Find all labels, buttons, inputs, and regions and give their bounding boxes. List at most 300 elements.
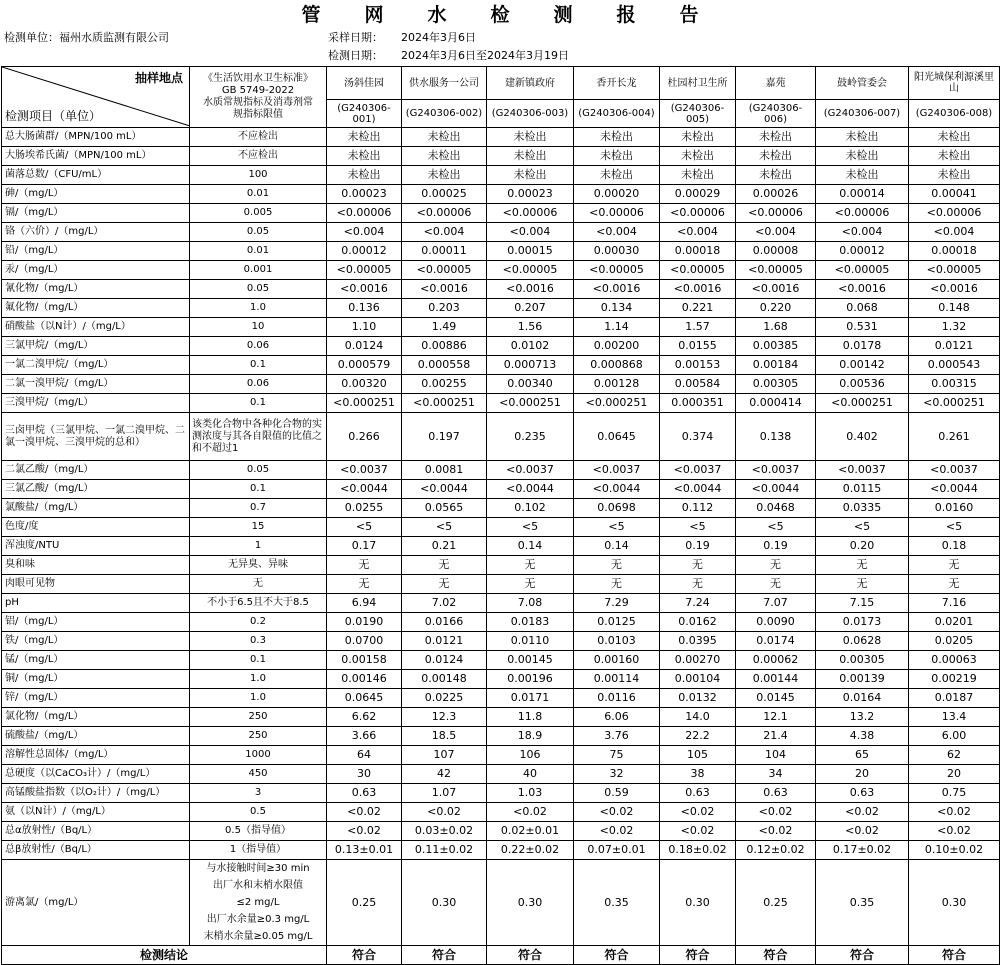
result-value: 0.63 bbox=[816, 784, 909, 803]
result-value: 0.00011 bbox=[402, 242, 487, 261]
site-code: (G240306-003) bbox=[487, 100, 574, 128]
result-value: 无 bbox=[736, 556, 816, 575]
standard-limit: 0.1 bbox=[190, 394, 327, 413]
table-row bbox=[2, 318, 1000, 337]
result-value: 0.00012 bbox=[327, 242, 402, 261]
item-name: 三卤甲烷（三氯甲烷、一氯二溴甲烷、二氯一溴甲烷、三溴甲烷的总和） bbox=[2, 413, 190, 461]
result-value: <0.0037 bbox=[487, 461, 574, 480]
item-name: 二氯一溴甲烷/（mg/L） bbox=[2, 375, 190, 394]
result-value: <0.02 bbox=[660, 803, 736, 822]
result-value: <0.0016 bbox=[487, 280, 574, 299]
standard-limit: 10 bbox=[190, 318, 327, 337]
standard-limit: 0.05 bbox=[190, 280, 327, 299]
item-name: 总α放射性/（Bq/L） bbox=[2, 822, 190, 841]
result-value: 0.134 bbox=[574, 299, 660, 318]
result-value: 0.30 bbox=[402, 860, 487, 946]
result-value: 0.0225 bbox=[402, 689, 487, 708]
result-value: 0.00062 bbox=[736, 651, 816, 670]
result-value: <0.000251 bbox=[487, 394, 574, 413]
result-value: 0.00144 bbox=[736, 670, 816, 689]
result-value: <0.0016 bbox=[327, 280, 402, 299]
table-row bbox=[2, 518, 1000, 537]
result-value: 0.0090 bbox=[736, 613, 816, 632]
result-value: 7.08 bbox=[487, 594, 574, 613]
item-name: 总β放射性/（Bq/L） bbox=[2, 841, 190, 860]
result-value: 0.00041 bbox=[909, 185, 1000, 204]
standard-line: 与水接触时间≥30 min bbox=[206, 863, 310, 874]
result-value: 0.0187 bbox=[909, 689, 1000, 708]
result-value: 0.0190 bbox=[327, 613, 402, 632]
result-value: 7.15 bbox=[816, 594, 909, 613]
item-name: 砷/（mg/L） bbox=[2, 185, 190, 204]
result-value: 1.57 bbox=[660, 318, 736, 337]
standard-limit: 0.01 bbox=[190, 185, 327, 204]
result-value: <0.0037 bbox=[327, 461, 402, 480]
site-code: (G240306-006) bbox=[736, 100, 816, 128]
result-value: <0.00005 bbox=[660, 261, 736, 280]
table-row bbox=[2, 575, 1000, 594]
result-value: 0.0124 bbox=[327, 337, 402, 356]
result-value: 38 bbox=[660, 765, 736, 784]
result-value: 未检出 bbox=[487, 147, 574, 166]
result-value: 0.00014 bbox=[816, 185, 909, 204]
standard-limit: 无异臭、异味 bbox=[190, 556, 327, 575]
table-row bbox=[2, 765, 1000, 784]
result-value: 0.25 bbox=[327, 860, 402, 946]
site-code: (G240306-007) bbox=[816, 100, 909, 128]
item-name: 一氯二溴甲烷/（mg/L） bbox=[2, 356, 190, 375]
result-value: <0.02 bbox=[327, 822, 402, 841]
result-value: <0.000251 bbox=[816, 394, 909, 413]
result-value: 0.00008 bbox=[736, 242, 816, 261]
result-value: 0.0102 bbox=[487, 337, 574, 356]
standard-limit: 0.1 bbox=[190, 356, 327, 375]
result-value: 未检出 bbox=[574, 147, 660, 166]
result-value: 21.4 bbox=[736, 727, 816, 746]
result-value: 无 bbox=[402, 575, 487, 594]
result-value: 0.000713 bbox=[487, 356, 574, 375]
result-value: 11.8 bbox=[487, 708, 574, 727]
result-value: <0.02 bbox=[660, 822, 736, 841]
result-value: <0.004 bbox=[736, 223, 816, 242]
table-row bbox=[2, 461, 1000, 480]
result-value: 0.13±0.01 bbox=[327, 841, 402, 860]
result-value: 未检出 bbox=[402, 166, 487, 185]
result-value: 0.0125 bbox=[574, 613, 660, 632]
result-value: 未检出 bbox=[327, 147, 402, 166]
result-value: 0.00030 bbox=[574, 242, 660, 261]
result-value: <5 bbox=[736, 518, 816, 537]
result-value: 0.0255 bbox=[327, 499, 402, 518]
result-value: 无 bbox=[816, 556, 909, 575]
result-value: 0.235 bbox=[487, 413, 574, 461]
result-value: 无 bbox=[487, 575, 574, 594]
result-value: 0.0103 bbox=[574, 632, 660, 651]
table-row bbox=[2, 499, 1000, 518]
conclusion-row bbox=[2, 946, 1000, 965]
result-value: 42 bbox=[402, 765, 487, 784]
table-row-free-chlorine bbox=[2, 860, 1000, 946]
result-value: 3.66 bbox=[327, 727, 402, 746]
result-value: <0.000251 bbox=[402, 394, 487, 413]
result-value: <0.00006 bbox=[402, 204, 487, 223]
result-value: <5 bbox=[487, 518, 574, 537]
result-value: 未检出 bbox=[402, 147, 487, 166]
result-value: 无 bbox=[736, 575, 816, 594]
result-value: 未检出 bbox=[660, 128, 736, 147]
site-name: 香开长龙 bbox=[574, 67, 660, 100]
result-value: 0.0468 bbox=[736, 499, 816, 518]
result-value: 0.00026 bbox=[736, 185, 816, 204]
result-value: <0.0016 bbox=[574, 280, 660, 299]
result-value: 未检出 bbox=[816, 166, 909, 185]
item-name: 锰/（mg/L） bbox=[2, 651, 190, 670]
standard-line: 末梢水余量≥0.05 mg/L bbox=[203, 931, 313, 942]
site-code: (G240306-005) bbox=[660, 100, 736, 128]
item-name: 铝/（mg/L） bbox=[2, 613, 190, 632]
result-value: 6.00 bbox=[909, 727, 1000, 746]
result-value: 无 bbox=[816, 575, 909, 594]
result-value: 0.0164 bbox=[816, 689, 909, 708]
table-row bbox=[2, 242, 1000, 261]
result-value: 0.112 bbox=[660, 499, 736, 518]
table-row bbox=[2, 185, 1000, 204]
result-value: 0.00063 bbox=[909, 651, 1000, 670]
result-value: 未检出 bbox=[909, 147, 1000, 166]
item-name: 镉/（mg/L） bbox=[2, 204, 190, 223]
result-value: 7.29 bbox=[574, 594, 660, 613]
table-row bbox=[2, 594, 1000, 613]
report-title: 管网水检测报告 bbox=[301, 4, 743, 26]
result-value: 7.24 bbox=[660, 594, 736, 613]
result-value: 未检出 bbox=[660, 147, 736, 166]
result-value: 未检出 bbox=[816, 128, 909, 147]
standard-limit bbox=[190, 860, 327, 946]
result-value: <0.004 bbox=[327, 223, 402, 242]
result-value: 0.000543 bbox=[909, 356, 1000, 375]
header-row-sites bbox=[2, 67, 1000, 100]
result-value: 0.138 bbox=[736, 413, 816, 461]
result-value: <0.02 bbox=[736, 822, 816, 841]
result-value: 0.00146 bbox=[327, 670, 402, 689]
standard-limit: 0.01 bbox=[190, 242, 327, 261]
result-value: 无 bbox=[402, 556, 487, 575]
result-value: 0.00340 bbox=[487, 375, 574, 394]
result-value: 0.00270 bbox=[660, 651, 736, 670]
table-row bbox=[2, 537, 1000, 556]
result-value: 1.07 bbox=[402, 784, 487, 803]
result-value: 0.00886 bbox=[402, 337, 487, 356]
result-value: 无 bbox=[327, 556, 402, 575]
result-value: 20 bbox=[909, 765, 1000, 784]
item-name: 氯化物/（mg/L） bbox=[2, 708, 190, 727]
result-value: 0.0124 bbox=[402, 651, 487, 670]
result-value: 30 bbox=[327, 765, 402, 784]
standard-limit: 1000 bbox=[190, 746, 327, 765]
table-row bbox=[2, 223, 1000, 242]
result-value: 0.35 bbox=[816, 860, 909, 946]
site-code: (G240306-002) bbox=[402, 100, 487, 128]
standard-line: GB 5749-2022 bbox=[221, 85, 295, 96]
result-value: 0.10±0.02 bbox=[909, 841, 1000, 860]
result-value: 0.00536 bbox=[816, 375, 909, 394]
result-value: 1.10 bbox=[327, 318, 402, 337]
result-value: 34 bbox=[736, 765, 816, 784]
result-value: <0.0044 bbox=[487, 480, 574, 499]
standard-line: 出厂水余量≥0.3 mg/L bbox=[206, 914, 310, 925]
site-code: (G240306-008) bbox=[909, 100, 1000, 128]
result-value: 0.0335 bbox=[816, 499, 909, 518]
result-value: <0.0016 bbox=[660, 280, 736, 299]
standard-limit: 0.06 bbox=[190, 375, 327, 394]
standard-limit: 0.05 bbox=[190, 461, 327, 480]
result-value: 1.14 bbox=[574, 318, 660, 337]
result-value: 无 bbox=[909, 556, 1000, 575]
result-value: <0.000251 bbox=[909, 394, 1000, 413]
testing-unit bbox=[4, 29, 169, 47]
result-value: 0.068 bbox=[816, 299, 909, 318]
standard-limit: 不应检出 bbox=[190, 128, 327, 147]
result-value: 0.17 bbox=[327, 537, 402, 556]
result-value: <0.02 bbox=[816, 803, 909, 822]
result-value: 0.00200 bbox=[574, 337, 660, 356]
item-unit-label: 检测项目（单位） bbox=[5, 109, 102, 123]
result-value: 0.17±0.02 bbox=[816, 841, 909, 860]
result-value: 13.2 bbox=[816, 708, 909, 727]
result-value: <0.000251 bbox=[327, 394, 402, 413]
standard-limit: 250 bbox=[190, 727, 327, 746]
report-table bbox=[1, 66, 1000, 965]
result-value: 0.00018 bbox=[660, 242, 736, 261]
result-value: <0.02 bbox=[574, 822, 660, 841]
result-value: 0.197 bbox=[402, 413, 487, 461]
standard-line: ≤2 mg/L bbox=[236, 897, 280, 908]
result-value: <0.00005 bbox=[574, 261, 660, 280]
result-value: 0.0645 bbox=[574, 413, 660, 461]
standard-limit: 0.3 bbox=[190, 632, 327, 651]
result-value: <0.02 bbox=[736, 803, 816, 822]
result-value: 105 bbox=[660, 746, 736, 765]
result-value: <0.0037 bbox=[660, 461, 736, 480]
result-value: 14.0 bbox=[660, 708, 736, 727]
standard-limit: 无 bbox=[190, 575, 327, 594]
result-value: 40 bbox=[487, 765, 574, 784]
result-value: <0.00006 bbox=[909, 204, 1000, 223]
result-value: 7.07 bbox=[736, 594, 816, 613]
result-value: 1.56 bbox=[487, 318, 574, 337]
result-value: 0.63 bbox=[327, 784, 402, 803]
result-value: <0.02 bbox=[909, 803, 1000, 822]
result-value: 0.0395 bbox=[660, 632, 736, 651]
result-value: 0.00145 bbox=[487, 651, 574, 670]
standard-line: 水质常规指标及消毒剂常 bbox=[203, 97, 313, 108]
result-value: 0.75 bbox=[909, 784, 1000, 803]
result-value: 0.07±0.01 bbox=[574, 841, 660, 860]
site-code: (G240306-001) bbox=[327, 100, 402, 128]
result-value: <0.02 bbox=[402, 803, 487, 822]
table-row bbox=[2, 147, 1000, 166]
item-name: 菌落总数/（CFU/mL） bbox=[2, 166, 190, 185]
result-value: 0.207 bbox=[487, 299, 574, 318]
result-value: 0.18±0.02 bbox=[660, 841, 736, 860]
result-value: 0.00160 bbox=[574, 651, 660, 670]
result-value: 0.0132 bbox=[660, 689, 736, 708]
result-value: 0.0110 bbox=[487, 632, 574, 651]
item-name: 铁/（mg/L） bbox=[2, 632, 190, 651]
item-name: pH bbox=[2, 594, 190, 613]
result-value: 0.220 bbox=[736, 299, 816, 318]
item-name: 二氯乙酸/（mg/L） bbox=[2, 461, 190, 480]
result-value: 未检出 bbox=[660, 166, 736, 185]
result-value: 0.00142 bbox=[816, 356, 909, 375]
standard-line: 规指标限值 bbox=[233, 109, 283, 120]
result-value: 0.0155 bbox=[660, 337, 736, 356]
result-value: <0.00006 bbox=[816, 204, 909, 223]
result-value: 0.21 bbox=[402, 537, 487, 556]
item-name: 硫酸盐/（mg/L） bbox=[2, 727, 190, 746]
table-row bbox=[2, 204, 1000, 223]
result-value: 0.00584 bbox=[660, 375, 736, 394]
result-value: <0.004 bbox=[816, 223, 909, 242]
result-value: 0.0081 bbox=[402, 461, 487, 480]
result-value: <0.02 bbox=[487, 803, 574, 822]
result-value: <0.00006 bbox=[736, 204, 816, 223]
result-value: 未检出 bbox=[327, 128, 402, 147]
result-value: 0.000579 bbox=[327, 356, 402, 375]
result-value: 未检出 bbox=[909, 128, 1000, 147]
conclusion-value: 符合 bbox=[736, 946, 816, 965]
result-value: <0.0044 bbox=[574, 480, 660, 499]
result-value: 0.11±0.02 bbox=[402, 841, 487, 860]
result-value: 1.03 bbox=[487, 784, 574, 803]
result-value: 0.00012 bbox=[816, 242, 909, 261]
item-name: 铜/（mg/L） bbox=[2, 670, 190, 689]
result-value: 未检出 bbox=[574, 166, 660, 185]
result-value: 0.30 bbox=[660, 860, 736, 946]
standard-limit: 不应检出 bbox=[190, 147, 327, 166]
result-value: 0.0565 bbox=[402, 499, 487, 518]
result-value: 0.0145 bbox=[736, 689, 816, 708]
result-value: <0.00006 bbox=[487, 204, 574, 223]
result-value: 0.0121 bbox=[402, 632, 487, 651]
result-value: 无 bbox=[660, 575, 736, 594]
table-row bbox=[2, 280, 1000, 299]
result-value: 0.63 bbox=[660, 784, 736, 803]
result-value: 未检出 bbox=[327, 166, 402, 185]
result-value: 0.00315 bbox=[909, 375, 1000, 394]
result-value: 0.00305 bbox=[816, 651, 909, 670]
standard-limit: 1.0 bbox=[190, 689, 327, 708]
result-value: 0.14 bbox=[487, 537, 574, 556]
item-name: 高锰酸盐指数（以O₂计）/（mg/L） bbox=[2, 784, 190, 803]
result-value: <0.02 bbox=[909, 822, 1000, 841]
standard-limit: 100 bbox=[190, 166, 327, 185]
site-name: 嘉苑 bbox=[736, 67, 816, 100]
result-value: 0.0115 bbox=[816, 480, 909, 499]
item-name: 浑浊度/NTU bbox=[2, 537, 190, 556]
result-value: 0.0116 bbox=[574, 689, 660, 708]
result-value: 18.5 bbox=[402, 727, 487, 746]
table-row bbox=[2, 166, 1000, 185]
result-value: <0.00005 bbox=[909, 261, 1000, 280]
conclusion-value: 符合 bbox=[816, 946, 909, 965]
result-value: <0.02 bbox=[816, 822, 909, 841]
sample-point-label: 抽样地点 bbox=[134, 71, 183, 85]
result-value: 0.00025 bbox=[402, 185, 487, 204]
result-value: 0.02±0.01 bbox=[487, 822, 574, 841]
conclusion-value: 符合 bbox=[660, 946, 736, 965]
result-value: 0.0183 bbox=[487, 613, 574, 632]
result-value: 0.00114 bbox=[574, 670, 660, 689]
testing-unit-label: 检测单位： bbox=[4, 31, 59, 44]
standard-limit: 0.5 bbox=[190, 803, 327, 822]
standard-limit: 0.06 bbox=[190, 337, 327, 356]
result-value: <0.02 bbox=[574, 803, 660, 822]
result-value: 0.03±0.02 bbox=[402, 822, 487, 841]
standard-limit: 不小于6.5且不大于8.5 bbox=[190, 594, 327, 613]
result-value: <0.004 bbox=[660, 223, 736, 242]
table-row bbox=[2, 670, 1000, 689]
result-value: <0.00006 bbox=[327, 204, 402, 223]
result-value: <5 bbox=[816, 518, 909, 537]
result-value: 65 bbox=[816, 746, 909, 765]
site-name: 汤斜佳园 bbox=[327, 67, 402, 100]
result-value: 0.00320 bbox=[327, 375, 402, 394]
result-value: <0.00005 bbox=[736, 261, 816, 280]
table-row bbox=[2, 613, 1000, 632]
result-value: 未检出 bbox=[487, 128, 574, 147]
result-value: 0.00255 bbox=[402, 375, 487, 394]
result-value: <0.000251 bbox=[574, 394, 660, 413]
item-name: 氰化物/（mg/L） bbox=[2, 280, 190, 299]
standard-line: 《生活饮用水卫生标准》 bbox=[203, 73, 313, 84]
standard-limit: 0.2 bbox=[190, 613, 327, 632]
result-value: 0.000351 bbox=[660, 394, 736, 413]
result-value: <0.02 bbox=[327, 803, 402, 822]
result-value: <0.0016 bbox=[816, 280, 909, 299]
result-value: 无 bbox=[574, 575, 660, 594]
result-value: <5 bbox=[574, 518, 660, 537]
item-name: 锌/（mg/L） bbox=[2, 689, 190, 708]
result-value: 0.0174 bbox=[736, 632, 816, 651]
item-name: 总大肠菌群/（MPN/100 mL） bbox=[2, 128, 190, 147]
result-value: 未检出 bbox=[487, 166, 574, 185]
result-value: 0.59 bbox=[574, 784, 660, 803]
result-value: 0.00139 bbox=[816, 670, 909, 689]
result-value: <0.0037 bbox=[909, 461, 1000, 480]
table-row bbox=[2, 727, 1000, 746]
standard-limit: 1（指导值） bbox=[190, 841, 327, 860]
standard-limit: 1.0 bbox=[190, 670, 327, 689]
result-value: 0.00104 bbox=[660, 670, 736, 689]
result-value: 未检出 bbox=[736, 166, 816, 185]
item-name: 臭和味 bbox=[2, 556, 190, 575]
result-value: 0.0700 bbox=[327, 632, 402, 651]
sample-date-value: 2024年3月6日 bbox=[401, 31, 476, 44]
result-value: <0.004 bbox=[487, 223, 574, 242]
testing-unit-value: 福州水质监测有限公司 bbox=[59, 31, 169, 44]
result-value: 3.76 bbox=[574, 727, 660, 746]
result-value: 未检出 bbox=[402, 128, 487, 147]
result-value: 0.000868 bbox=[574, 356, 660, 375]
result-value: 0.000558 bbox=[402, 356, 487, 375]
result-value: 0.221 bbox=[660, 299, 736, 318]
result-value: <0.0037 bbox=[816, 461, 909, 480]
result-value: 20 bbox=[816, 765, 909, 784]
result-value: 0.00029 bbox=[660, 185, 736, 204]
result-value: 0.0160 bbox=[909, 499, 1000, 518]
test-date-label: 检测日期： bbox=[328, 49, 383, 62]
